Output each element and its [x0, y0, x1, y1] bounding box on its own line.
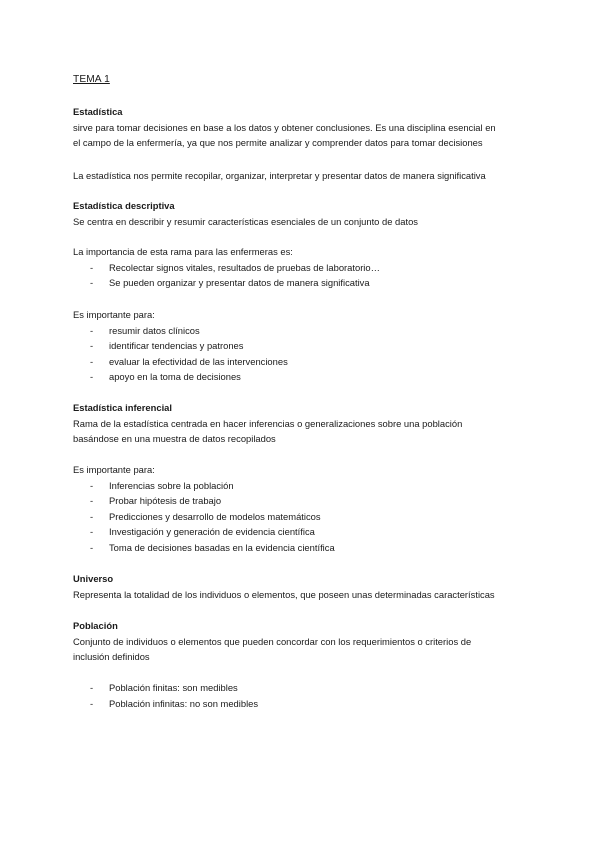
- poblacion-line-2: inclusión definidos: [73, 651, 150, 662]
- estadistica-paragraph-2: La estadística nos permite recopilar, organizar, interpretar y presentar datos de manera significativa: [73, 170, 486, 181]
- list-item: - Investigación y generación de evidencia científica: [73, 524, 533, 540]
- section-descriptiva-importance: [73, 244, 533, 291]
- heading-estadistica: Estadística: [73, 106, 123, 117]
- section-universo: [73, 571, 533, 602]
- list-item: - Predicciones y desarrollo de modelos matemáticos: [73, 509, 533, 525]
- descriptiva-importance-list: [73, 260, 533, 291]
- estadistica-line-2: el campo de la enfermería, ya que nos permite analizar y comprender datos para tomar decisiones: [73, 137, 483, 148]
- heading-universo: Universo: [73, 573, 114, 584]
- poblacion-list: [73, 680, 533, 711]
- list-item: - apoyo en la toma de decisiones: [73, 369, 533, 385]
- inferencial-important-for: Es importante para:: [73, 464, 155, 475]
- heading-inferencial: Estadística inferencial: [73, 402, 173, 413]
- poblacion-line-1: Conjunto de individuos o elementos que pueden concordar con los requerimientos o criterios de: [73, 635, 472, 647]
- descriptiva-importance-intro: La importancia de esta rama para las enfermeras es:: [73, 246, 293, 257]
- list-item: - Se pueden organizar y presentar datos de manera significativa: [73, 275, 533, 291]
- list-item: - evaluar la efectividad de las intervenciones: [73, 354, 533, 370]
- list-item: - Población finitas: son medibles: [73, 680, 533, 696]
- document-title: TEMA 1: [73, 74, 110, 85]
- descriptiva-important-list: [73, 323, 533, 385]
- descriptiva-text: Se centra en describir y resumir características esenciales de un conjunto de datos: [73, 215, 418, 227]
- list-item: - Recolectar signos vitales, resultados de pruebas de laboratorio…: [73, 260, 533, 276]
- descriptiva-important-for: Es importante para:: [73, 309, 155, 320]
- list-item: - Población infinitas: no son medibles: [73, 696, 533, 712]
- section-poblacion: [73, 618, 533, 665]
- list-item: - identificar tendencias y patrones: [73, 338, 533, 354]
- list-item: - Probar hipótesis de trabajo: [73, 493, 533, 509]
- estadistica-line-1: sirve para tomar decisiones en base a los datos y obtener conclusiones. Es una disciplina esencial en: [73, 121, 496, 133]
- section-inferencial-important-for: [73, 462, 533, 555]
- list-item: - resumir datos clínicos: [73, 323, 533, 339]
- universo-text: Representa la totalidad de los individuos o elementos, que poseen unas determinadas características: [73, 588, 495, 600]
- list-item: - Toma de decisiones basadas en la evidencia científica: [73, 540, 533, 556]
- section-estadistica: [73, 104, 533, 151]
- inferencial-line-2: basándose en una muestra de datos recopilados: [73, 433, 276, 444]
- section-estadistica-p2: [73, 168, 533, 184]
- section-poblacion-list: [73, 680, 533, 711]
- heading-descriptiva: Estadística descriptiva: [73, 200, 175, 211]
- list-item: - Inferencias sobre la población: [73, 478, 533, 494]
- section-descriptiva-important-for: [73, 307, 533, 385]
- heading-poblacion: Población: [73, 620, 118, 631]
- section-descriptiva: [73, 198, 533, 229]
- inferencial-line-1: Rama de la estadística centrada en hacer inferencias o generalizaciones sobre una población: [73, 417, 463, 429]
- section-inferencial: [73, 400, 533, 447]
- inferencial-important-list: [73, 478, 533, 556]
